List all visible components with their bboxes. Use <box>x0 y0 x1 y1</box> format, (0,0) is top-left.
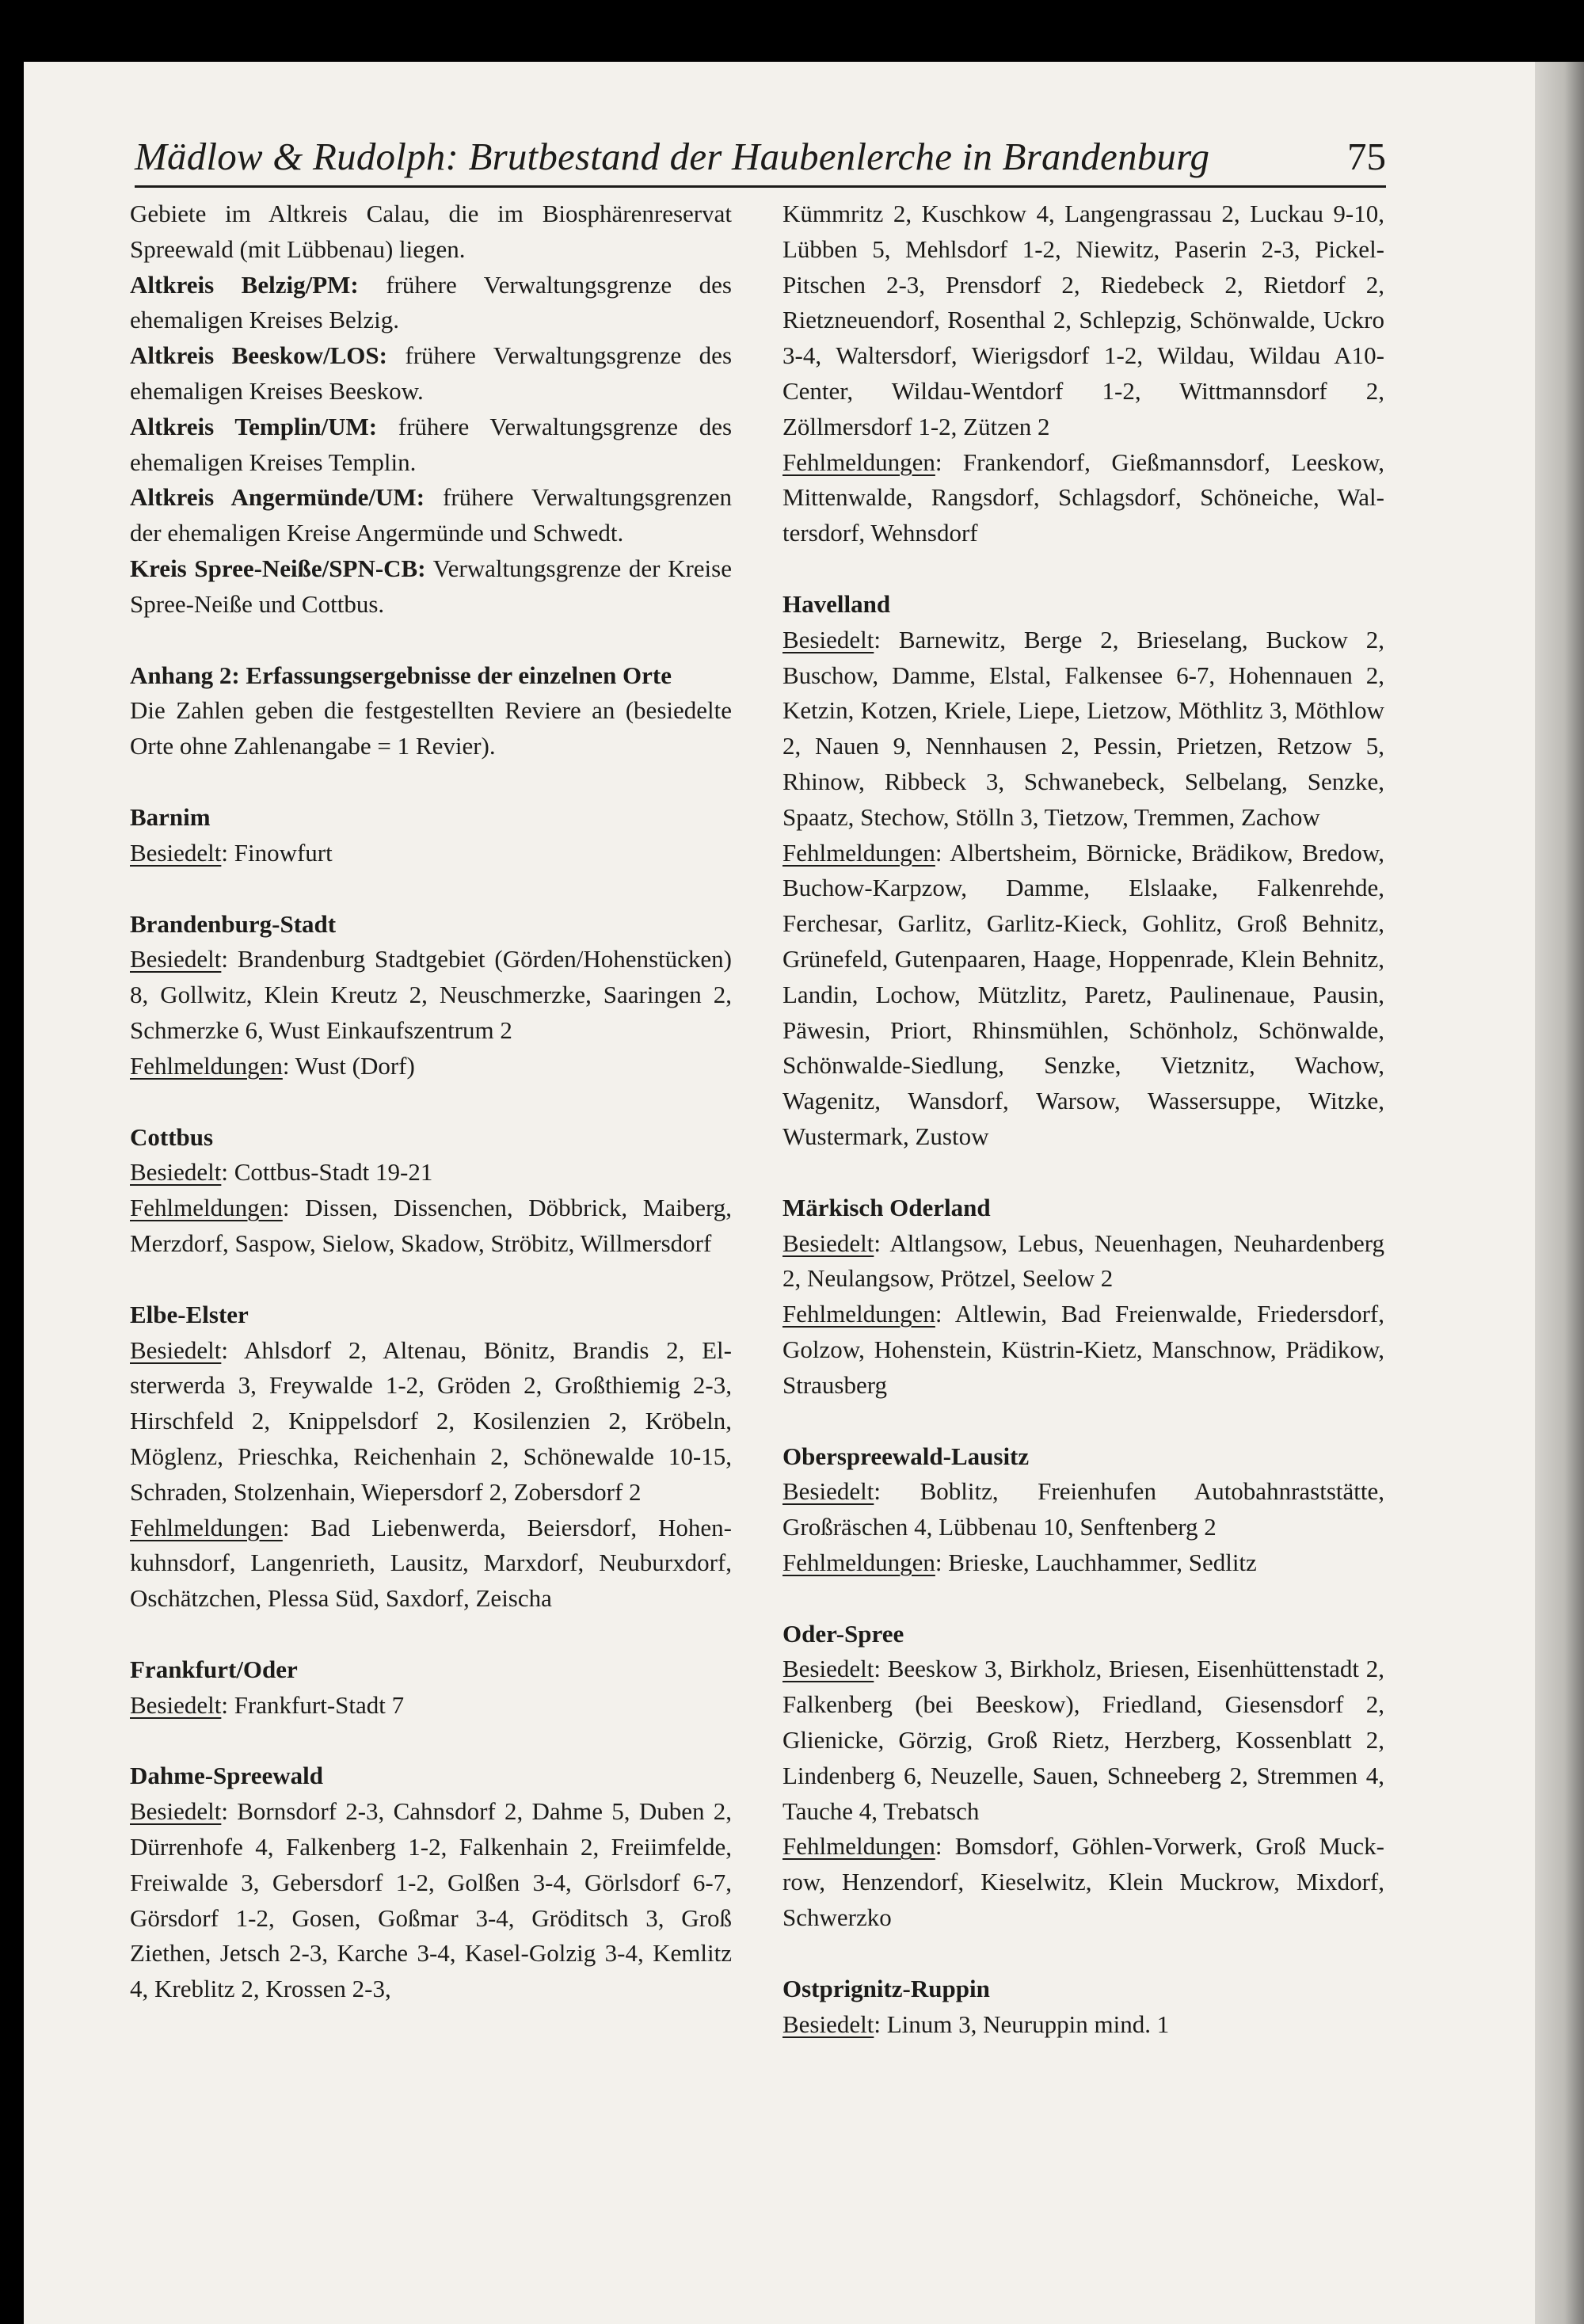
entry-text: Finowfurt <box>234 838 333 867</box>
definition-item <box>130 338 732 410</box>
district-section <box>782 1972 1384 2043</box>
entry-label: Besiedelt <box>130 1158 222 1187</box>
definition-item <box>130 480 732 551</box>
appendix-text: Die Zahlen geben die festgestellten Reviere an (besiedelte Orte ohne Zahlenangabe = 1 Revier). <box>130 696 732 760</box>
right-column <box>782 196 1384 2042</box>
district-section <box>782 1191 1384 1404</box>
definition-item <box>130 268 732 339</box>
definition-text: frühere Verwaltungsgrenze des ehemaligen Kreises Templin. <box>130 412 733 476</box>
entry-settled: Besiedelt: Boblitz, Freienhufen Autobahnraststätte, Großräschen 4, Lübbenau 10, Senftenberg 2 <box>782 1477 1384 1541</box>
district-heading: Oder-Spree <box>782 1619 904 1648</box>
entry-label: Besiedelt <box>130 1797 222 1826</box>
entry-missing: Fehlmeldungen: Brieske, Lauchhammer, Sedlitz <box>782 1548 1257 1576</box>
definition-item <box>130 551 732 623</box>
district-section <box>130 1120 732 1262</box>
district-heading: Märkisch Oderland <box>782 1193 991 1221</box>
entry-settled: Besiedelt: Altlangsow, Lebus, Neuenhagen, Neuhardenberg 2, Neulangsow, Prötzel, Seelow 2 <box>782 1229 1384 1293</box>
entry-label: Besiedelt <box>782 1477 874 1506</box>
entry-text: Bornsdorf 2-3, Cahnsdorf 2, Dahme 5, Duben 2, Dürrenhofe 4, Falkenberg 1-2, Falkenhain 2, Freiimfelde, Freiwalde 3, Gebersdorf 1-2, Golßen 3-4, Görlsdorf 6-7, Görsdorf 1-2, Gosen, Goßmar 3-4, Gröditsch 3, Groß Ziethen, Jetsch 2-3, Karche 3-4, Kasel-Golzig 3-4, Kemlitz 4, Kreblitz 2, Krossen 2-3, <box>130 1797 732 2003</box>
entry-label: Besiedelt <box>782 1229 874 1257</box>
entry-label: Fehlmeldungen <box>782 1300 935 1328</box>
entry-text: Altlewin, Bad Freienwalde, Friedersdorf, Golzow, Hohenstein, Küstrin-Kietz, Manschnow, Prädikow, Strausberg <box>782 1300 1384 1399</box>
entry-settled: Besiedelt: Frankfurt-Stadt 7 <box>130 1690 405 1719</box>
entry-text: Frankfurt-Stadt 7 <box>234 1690 405 1719</box>
page-edge <box>1535 62 1584 2324</box>
entry-label: Besiedelt <box>782 2010 874 2038</box>
intro-text: Gebiete im Altkreis Calau, die im Biosphärenreservat Spreewald (mit Lübbenau) liegen. <box>130 200 732 263</box>
entry-text: Altlangsow, Lebus, Neuenhagen, Neuhardenberg 2, Neulangsow, Prötzel, Seelow 2 <box>782 1229 1384 1293</box>
entry-text: Bad Liebenwerda, Beiersdorf, Hohenkuhnsdorf, Langenrieth, Lausitz, Marxdorf, Neuburxdorf, Oschätzchen, Plessa Süd, Saxdorf, Zeischa <box>130 1513 732 1613</box>
definition-term: Kreis Spree-Neiße/SPN-CB: <box>130 554 426 582</box>
entry-missing: Fehlmeldungen: Wust (Dorf) <box>130 1051 415 1080</box>
entry-label: Fehlmeldungen <box>130 1513 283 1541</box>
entry-text: Dissen, Dissenchen, Döbbrick, Maiberg, Merzdorf, Saspow, Sielow, Skadow, Ströbitz, Willmersdorf <box>130 1194 732 1257</box>
entry-text: Frankendorf, Gießmannsdorf, Leeskow, Mittenwalde, Rangsdorf, Schlagsdorf, Schöneiche, Waltersdorf, Wehnsdorf <box>782 448 1384 547</box>
definition-item <box>130 410 732 481</box>
district-section <box>782 1439 1384 1581</box>
district-heading: Elbe-Elster <box>130 1300 249 1328</box>
entry-text: Brieske, Lauchhammer, Sedlitz <box>948 1548 1257 1576</box>
definition-term: Altkreis Belzig/PM: <box>130 270 359 299</box>
entry-label: Fehlmeldungen <box>782 448 935 476</box>
district-heading: Ostprignitz-Ruppin <box>782 1974 990 2002</box>
entry-text: Brandenburg Stadtgebiet (Görden/Hohenstücken) 8, Gollwitz, Klein Kreutz 2, Neuschmerzke, Saaringen 2, Schmerzke 6, Wust Einkaufszentrum 2 <box>130 945 732 1044</box>
entry-missing: Fehlmeldungen: Dissen, Dissenchen, Döbbrick, Maiberg, Merzdorf, Saspow, Sielow, Skadow, Ströbitz, Willmersdorf <box>130 1194 732 1257</box>
entry-text: Wust (Dorf) <box>295 1051 415 1080</box>
district-section <box>782 587 1384 1155</box>
district-section <box>782 1617 1384 1936</box>
entry-settled: Besiedelt: Finowfurt <box>130 838 333 867</box>
entry-missing: Fehlmeldungen: Bomsdorf, Göhlen-Vorwerk, Groß Muckrow, Henzendorf, Kieselwitz, Klein Muckrow, Mixdorf, Schwerzko <box>782 1832 1384 1932</box>
definition-text: frühere Verwaltungsgrenzen der ehemaligen Kreise Angermünde und Schwedt. <box>130 483 733 547</box>
entry-settled: Besiedelt: Barnewitz, Berge 2, Brieselang, Buckow 2, Buschow, Damme, Elstal, Falkensee 6-7, Hohennauen 2, Ketzin, Kotzen, Kriele, Liepe, Lietzow, Möthlitz 3, Möthlow 2, Nauen 9, Nennhausen 2, Pessin, Prietzen, Retzow 5, Rhinow, Ribbeck 3, Schwanebeck, Selbelang, Senzke, Spaatz, Stechow, Stölln 3, Tietzow, Tremmen, Zachow <box>782 625 1384 831</box>
left-column <box>130 196 732 2007</box>
entry-settled: Besiedelt: Brandenburg Stadtgebiet (Görden/Hohenstücken) 8, Gollwitz, Klein Kreutz 2, Neuschmerzke, Saaringen 2, Schmerzke 6, Wust Einkaufszentrum 2 <box>130 945 732 1044</box>
entry-text: Barnewitz, Berge 2, Brieselang, Buckow 2, Buschow, Damme, Elstal, Falkensee 6-7, Hohennauen 2, Ketzin, Kotzen, Kriele, Liepe, Lietzow, Möthlitz 3, Möthlow 2, Nauen 9, Nennhausen 2, Pessin, Prietzen, Retzow 5, Rhinow, Ribbeck 3, Schwanebeck, Selbelang, Senzke, Spaatz, Stechow, Stölln 3, Tietzow, Tremmen, Zachow <box>782 625 1384 831</box>
entry-settled: Besiedelt: Cottbus-Stadt 19-21 <box>130 1158 433 1187</box>
page-header <box>135 133 1386 188</box>
district-continued <box>782 196 1384 551</box>
district-heading: Brandenburg-Stadt <box>130 909 337 938</box>
definition-text: frühere Verwaltungsgrenze des ehemaligen Kreises Beeskow. <box>130 341 733 405</box>
entry-text: Beeskow 3, Birkholz, Briesen, Eisenhüttenstadt 2, Falkenberg (bei Beeskow), Friedland, Giesensdorf 2, Glienicke, Görzig, Groß Rietz, Herzberg, Kossenblatt 2, Lindenberg 6, Neuzelle, Sauen, Schneeberg 2, Stremmen 4, Tauche 4, Trebatsch <box>782 1655 1384 1825</box>
entry-missing: Fehlmeldungen: Albertsheim, Börnicke, Brädikow, Bredow, Buchow-Karpzow, Damme, Elslaake, Falkenrehde, Ferchesar, Garlitz, Garlitz-Kieck, Gohlitz, Groß Behnitz, Grünefeld, Gutenpaaren, Haage, Hoppenrade, Klein Behnitz, Landin, Lochow, Mützlitz, Paretz, Paulinenaue, Pausin, Päwesin, Priort, Rhinsmühlen, Schönholz, Schönwalde, Schönwalde-Siedlung, Senzke, Vietznitz, Wachow, Wagenitz, Wansdorf, Warsow, Wassersuppe, Witzke, Wustermark, Zustow <box>782 838 1384 1150</box>
entry-settled: Besiedelt: Ahlsdorf 2, Altenau, Bönitz, Brandis 2, Elsterwerda 3, Freywalde 1-2, Gröden 2, Großthiemig 2-3, Hirschfeld 2, Knippelsdorf 2, Kosilenzien 2, Kröbeln, Möglenz, Prieschka, Reichenhain 2, Schönewalde 10-15, Schraden, Stolzenhain, Wiepersdorf 2, Zobersdorf 2 <box>130 1335 732 1506</box>
entry-settled: Besiedelt: Bornsdorf 2-3, Cahnsdorf 2, Dahme 5, Duben 2, Dürrenhofe 4, Falkenberg 1-2, Falkenhain 2, Freiimfelde, Freiwalde 3, Gebersdorf 1-2, Golßen 3-4, Görlsdorf 6-7, Görsdorf 1-2, Gosen, Goßmar 3-4, Gröditsch 3, Groß Ziethen, Jetsch 2-3, Karche 3-4, Kasel-Golzig 3-4, Kemlitz 4, Kreblitz 2, Krossen 2-3, <box>130 1797 732 2003</box>
page-number: 75 <box>1347 135 1386 178</box>
district-section <box>130 1297 732 1617</box>
entry-label: Besiedelt <box>130 1690 222 1719</box>
entry-text: Boblitz, Freienhufen Autobahnraststätte, Großräschen 4, Lübbenau 10, Senftenberg 2 <box>782 1477 1384 1541</box>
definition-term: Altkreis Angermünde/UM: <box>130 483 425 512</box>
entry-text: Linum 3, Neuruppin mind. 1 <box>886 2010 1170 2038</box>
district-heading: Havelland <box>782 589 891 618</box>
entry-label: Fehlmeldungen <box>130 1051 283 1080</box>
definition-text: frühere Verwaltungsgrenze des ehemaligen Kreises Belzig. <box>130 270 732 334</box>
definition-term: Altkreis Beeskow/LOS: <box>130 341 387 370</box>
definition-text: Verwaltungsgrenze der Kreise Spree-Neiße und Cottbus. <box>130 554 732 618</box>
entry-label: Besiedelt <box>782 1655 874 1683</box>
appendix-block <box>130 658 732 764</box>
entry-label: Fehlmeldungen <box>782 1832 935 1861</box>
district-heading: Dahme-Spreewald <box>130 1762 323 1790</box>
entry-label: Fehlmeldungen <box>782 1548 935 1576</box>
entry-text: Cottbus-Stadt 19-21 <box>234 1158 433 1187</box>
entry-label: Besiedelt <box>130 945 222 973</box>
definitions-block <box>130 196 732 623</box>
district-heading: Frankfurt/Oder <box>130 1655 298 1683</box>
entry-label: Besiedelt <box>130 838 222 867</box>
district-section <box>130 1652 732 1724</box>
entry-settled: Besiedelt: Linum 3, Neuruppin mind. 1 <box>782 2010 1170 2038</box>
entry-missing: Fehlmeldungen: Frankendorf, Gießmannsdorf, Leeskow, Mittenwalde, Rangsdorf, Schlagsdorf, Schöneiche, Waltersdorf, Wehnsdorf <box>782 448 1384 547</box>
entry-text: Ahlsdorf 2, Altenau, Bönitz, Brandis 2, Elsterwerda 3, Freywalde 1-2, Gröden 2, Großthiemig 2-3, Hirschfeld 2, Knippelsdorf 2, Kosilenzien 2, Kröbeln, Möglenz, Prieschka, Reichenhain 2, Schönewalde 10-15, Schraden, Stolzenhain, Wiepersdorf 2, Zobersdorf 2 <box>130 1335 732 1506</box>
entry-missing: Fehlmeldungen: Bad Liebenwerda, Beiersdorf, Hohenkuhnsdorf, Langenrieth, Lausitz, Marxdorf, Neuburxdorf, Oschätzchen, Plessa Süd, Saxdorf, Zeischa <box>130 1513 732 1613</box>
entry-label: Fehlmeldungen <box>130 1194 283 1222</box>
entry-settled: Besiedelt: Beeskow 3, Birkholz, Briesen, Eisenhüttenstadt 2, Falkenberg (bei Beeskow), Friedland, Giesensdorf 2, Glienicke, Görzig, Groß Rietz, Herzberg, Kossenblatt 2, Lindenberg 6, Neuzelle, Sauen, Schneeberg 2, Stremmen 4, Tauche 4, Trebatsch <box>782 1655 1384 1825</box>
entry-text: Bomsdorf, Göhlen-Vorwerk, Groß Muckrow, Henzendorf, Kieselwitz, Klein Muckrow, Mixdorf, Schwerzko <box>782 1832 1384 1932</box>
district-heading: Oberspreewald-Lausitz <box>782 1442 1030 1470</box>
entry-label: Besiedelt <box>130 1335 222 1364</box>
district-section <box>130 800 732 871</box>
running-title: Mädlow & Rudolph: Brutbestand der Haubenlerche in Brandenburg <box>135 135 1210 178</box>
entry-label: Fehlmeldungen <box>782 838 935 867</box>
continued-text: Kümmritz 2, Kuschkow 4, Langengrassau 2, Luckau 9-10, Lübben 5, Mehlsdorf 1-2, Niewitz, Paserin 2-3, Pickel-Pitschen 2-3, Prensdorf 2, Riedebeck 2, Rietdorf 2, Rietzneuendorf, Rosenthal 2, Schlepzig, Schönwalde, Uckro 3-4, Waltersdorf, Wierigsdorf 1-2, Wildau, Wildau A10-Center, Wildau-Wentdorf 1-2, Wittmannsdorf 2, Zöllmersdorf 1-2, Zützen 2 <box>782 200 1384 440</box>
entry-missing: Fehlmeldungen: Altlewin, Bad Freienwalde, Friedersdorf, Golzow, Hohenstein, Küstrin-Kietz, Manschnow, Prädikow, Strausberg <box>782 1300 1384 1399</box>
district-heading: Cottbus <box>130 1122 214 1151</box>
entry-text: Albertsheim, Börnicke, Brädikow, Bredow, Buchow-Karpzow, Damme, Elslaake, Falkenrehde, Ferchesar, Garlitz, Garlitz-Kieck, Gohlitz, Groß Behnitz, Grünefeld, Gutenpaaren, Haage, Hoppenrade, Klein Behnitz, Landin, Lochow, Mützlitz, Paretz, Paulinenaue, Pausin, Päwesin, Priort, Rhinsmühlen, Schönholz, Schönwalde, Schönwalde-Siedlung, Senzke, Vietznitz, Wachow, Wagenitz, Wansdorf, Warsow, Wassersuppe, Witzke, Wustermark, Zustow <box>782 838 1384 1150</box>
district-section <box>130 1758 732 2007</box>
definition-term: Altkreis Templin/UM: <box>130 412 378 440</box>
appendix-title: Anhang 2: Erfassungsergebnisse der einzelnen Orte <box>130 661 672 689</box>
district-heading: Barnim <box>130 802 211 831</box>
entry-label: Besiedelt <box>782 625 874 653</box>
district-section <box>130 907 732 1084</box>
